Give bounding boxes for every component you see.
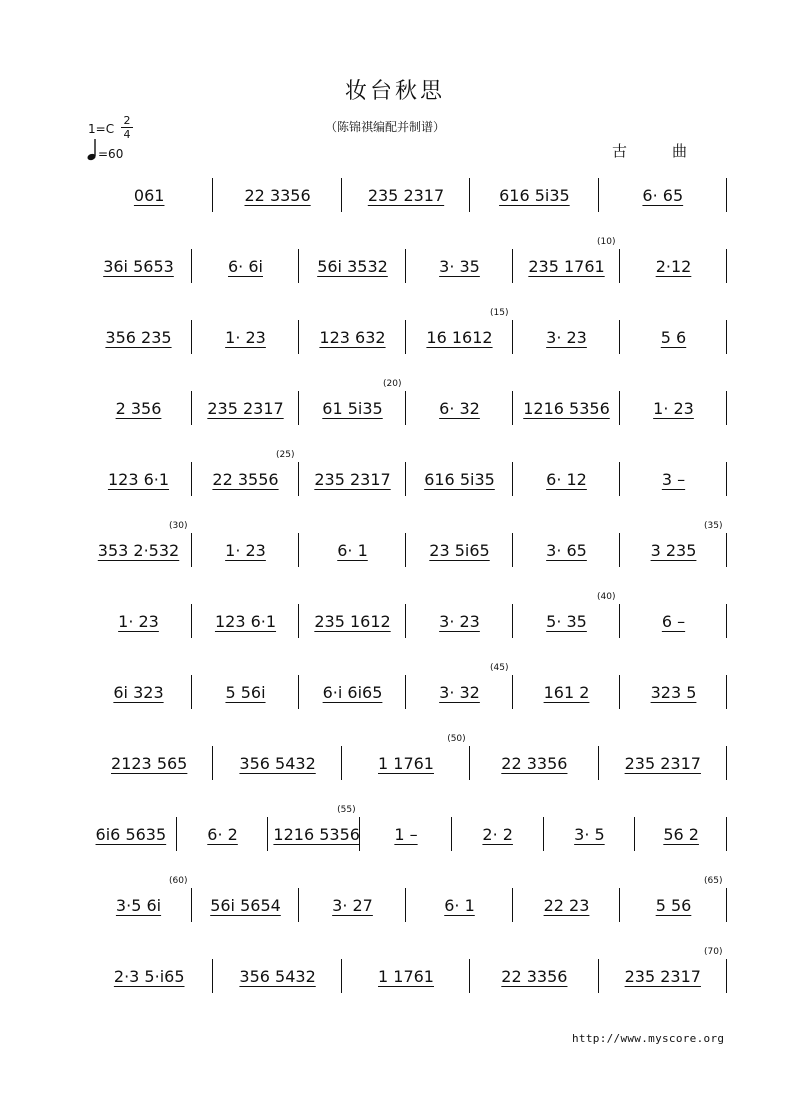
barline: [212, 178, 213, 212]
measure: 3· 23: [439, 612, 480, 631]
measure: 1216 5356: [523, 399, 610, 418]
barline: [726, 746, 727, 780]
key-signature: 1=C: [88, 122, 115, 136]
barline: [619, 320, 620, 354]
score-system: [0, 876, 790, 938]
measure: 061: [133, 186, 165, 205]
measure: 2·12: [655, 257, 692, 276]
score-system: [0, 521, 790, 583]
measure: 1· 23: [225, 328, 266, 347]
quarter-note-icon: [86, 138, 98, 162]
measure: 235 2317: [207, 399, 284, 418]
measure: 235 2317: [367, 186, 445, 205]
measure-number: (25): [276, 450, 295, 460]
barline: [512, 462, 513, 496]
measure: 235 2317: [624, 754, 701, 773]
measure: 1· 23: [653, 399, 694, 418]
measure: 3· 65: [546, 541, 587, 560]
measure: 22 3556: [212, 470, 279, 489]
barline: [619, 249, 620, 283]
arranger-credit: （陈锦祺编配并制谱）: [324, 120, 445, 134]
measure: 1216 5356: [273, 825, 360, 844]
barline: [405, 604, 406, 638]
barline: [191, 604, 192, 638]
measure: 56i 3532: [317, 257, 388, 276]
barline: [298, 533, 299, 567]
measure: 3 –: [661, 470, 686, 489]
barline: [512, 675, 513, 709]
score-system: [0, 178, 790, 228]
barline: [191, 391, 192, 425]
barline: [405, 462, 406, 496]
measure: 1· 23: [225, 541, 266, 560]
measure: 123 6·1: [107, 470, 170, 489]
barline: [359, 817, 360, 851]
measure: 3· 27: [332, 896, 373, 915]
barline: [191, 888, 192, 922]
measure: 6· 32: [439, 399, 480, 418]
score-system: [0, 379, 790, 441]
barline: [726, 178, 727, 212]
measure: 6· 1: [444, 896, 475, 915]
score-system: [0, 805, 790, 867]
measure: 23 5i65: [429, 541, 490, 560]
barline: [341, 746, 342, 780]
score-system: [0, 592, 790, 654]
measure: 235 2317: [314, 470, 391, 489]
barline: [451, 817, 452, 851]
barline: [726, 533, 727, 567]
measure: 6· 1: [337, 541, 368, 560]
measure-number: (20): [383, 379, 402, 389]
barline: [598, 746, 599, 780]
measure: 161 2: [543, 683, 590, 702]
barline: [598, 178, 599, 212]
measure-number: (70): [704, 947, 723, 957]
measure: 356 5432: [239, 967, 316, 986]
barline: [726, 249, 727, 283]
measure: 56 2: [663, 825, 699, 844]
barline: [298, 675, 299, 709]
barline: [726, 462, 727, 496]
measure-number: (10): [597, 237, 616, 247]
barline: [619, 391, 620, 425]
barline: [619, 675, 620, 709]
measure: 5 56: [655, 896, 692, 915]
measure: 3· 5: [574, 825, 605, 844]
source-url: http://www.myscore.org: [572, 1032, 725, 1045]
score-system: [0, 450, 790, 512]
barline: [298, 604, 299, 638]
barline: [298, 462, 299, 496]
score-system: [0, 734, 790, 796]
barline: [512, 249, 513, 283]
measure: 235 1612: [314, 612, 391, 631]
barline: [267, 817, 268, 851]
measure: 235 2317: [624, 967, 701, 986]
barline: [512, 888, 513, 922]
barline: [191, 533, 192, 567]
measure: 22 23: [543, 896, 590, 915]
measure: 22 3356: [244, 186, 311, 205]
measure: 5 56i: [225, 683, 266, 702]
measure: 356 5432: [239, 754, 316, 773]
measure-number: (45): [490, 663, 509, 673]
measure: 323 5: [650, 683, 697, 702]
measure: 123 6·1: [214, 612, 277, 631]
measure: 2123 565: [111, 754, 188, 773]
barline: [619, 533, 620, 567]
measure: 353 2·532: [97, 541, 180, 560]
measure: 6i6 5635: [95, 825, 167, 844]
barline: [726, 888, 727, 922]
barline: [298, 249, 299, 283]
measure-number: (60): [169, 876, 188, 886]
barline: [726, 604, 727, 638]
measure: 6· 12: [546, 470, 587, 489]
measure: 3 235: [650, 541, 697, 560]
score-system: [0, 663, 790, 725]
measure: 6·i 6i65: [322, 683, 383, 702]
measure: 616 5i35: [424, 470, 495, 489]
tempo-value: =60: [98, 147, 124, 161]
measure: 5· 35: [546, 612, 587, 631]
measure-number: (30): [169, 521, 188, 531]
barline: [619, 888, 620, 922]
measure-number: (15): [490, 308, 509, 318]
score-system: [0, 947, 790, 1009]
measure-number: (50): [447, 734, 466, 744]
barline: [191, 320, 192, 354]
barline: [469, 178, 470, 212]
barline: [619, 462, 620, 496]
barline: [298, 391, 299, 425]
barline: [512, 533, 513, 567]
measure: 1 –: [394, 825, 418, 844]
barline: [726, 391, 727, 425]
barline: [176, 817, 177, 851]
measure: 22 3356: [501, 967, 568, 986]
measure: 6· 6i: [228, 257, 263, 276]
measure: 16 1612: [426, 328, 493, 347]
barline: [619, 604, 620, 638]
measure-number: (40): [597, 592, 616, 602]
measure-number: (35): [704, 521, 723, 531]
measure-number: (65): [704, 876, 723, 886]
measure: 6 –: [661, 612, 686, 631]
barline: [726, 959, 727, 993]
attribution: [612, 140, 732, 161]
score-title: 妆台秋思: [344, 79, 445, 104]
measure: 1 1761: [378, 754, 434, 773]
barline: [512, 391, 513, 425]
barline: [191, 249, 192, 283]
barline: [405, 533, 406, 567]
measure: 2·3 5·i65: [113, 967, 185, 986]
barline: [191, 675, 192, 709]
measure: 2 356: [115, 399, 162, 418]
time-signature-numerator: 2: [123, 114, 131, 127]
barline: [405, 391, 406, 425]
time-signature-denominator: 4: [121, 127, 133, 141]
barline: [469, 959, 470, 993]
barline: [543, 817, 544, 851]
measure: 6· 65: [642, 186, 684, 205]
measure: 3· 32: [439, 683, 480, 702]
barline: [405, 888, 406, 922]
measure: 1· 23: [118, 612, 159, 631]
measure: 3· 23: [546, 328, 587, 347]
measure: 2· 2: [482, 825, 513, 844]
measure: 6i 323: [113, 683, 164, 702]
barline: [405, 249, 406, 283]
barline: [341, 178, 342, 212]
barline: [634, 817, 635, 851]
measure: 3· 35: [439, 257, 480, 276]
measure: 22 3356: [501, 754, 568, 773]
barline: [212, 746, 213, 780]
barline: [298, 888, 299, 922]
tempo-marking: [86, 138, 146, 162]
measure: 3·5 6i: [115, 896, 162, 915]
measure: 36i 5653: [103, 257, 174, 276]
barline: [726, 817, 727, 851]
barline: [298, 320, 299, 354]
barline: [512, 604, 513, 638]
barline: [726, 320, 727, 354]
measure: 61 5i35: [322, 399, 383, 418]
measure: 235 1761: [528, 257, 605, 276]
measure: 356 235: [105, 328, 172, 347]
barline: [598, 959, 599, 993]
measure: 616 5i35: [499, 186, 570, 205]
barline: [341, 959, 342, 993]
barline: [405, 675, 406, 709]
attribution-char-1: 古: [612, 142, 628, 160]
barline: [212, 959, 213, 993]
measure: 123 632: [319, 328, 386, 347]
barline: [512, 320, 513, 354]
score-system: [0, 237, 790, 299]
measure: 6· 2: [207, 825, 238, 844]
measure: 5 6: [660, 328, 687, 347]
measure: 1 1761: [378, 967, 434, 986]
score-system: [0, 308, 790, 370]
measure: 56i 5654: [210, 896, 281, 915]
barline: [405, 320, 406, 354]
attribution-char-2: 曲: [672, 142, 688, 160]
barline: [726, 675, 727, 709]
time-signature: [121, 114, 133, 141]
barline: [191, 462, 192, 496]
barline: [469, 746, 470, 780]
measure-number: (55): [337, 805, 356, 815]
